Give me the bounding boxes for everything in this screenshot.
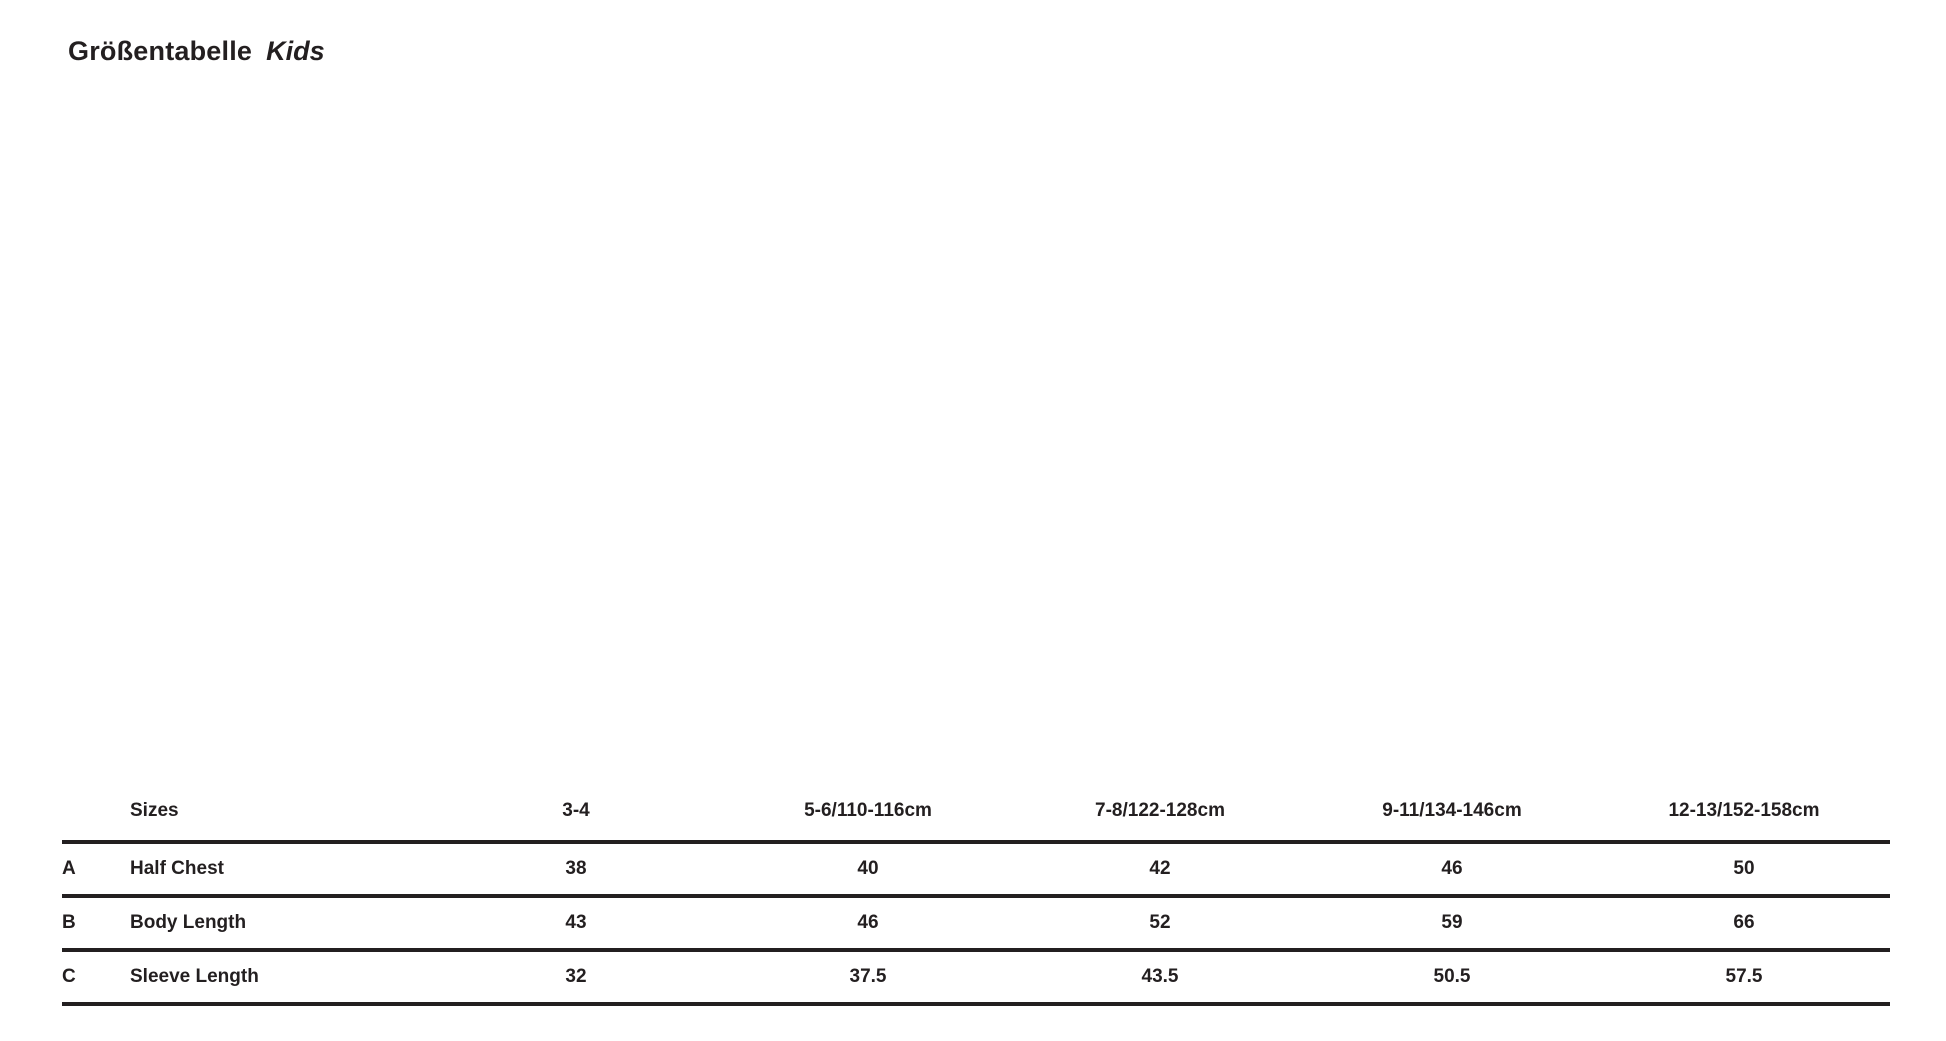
row-value: 50 <box>1733 858 1755 879</box>
column-header-letter <box>62 790 130 842</box>
row-value: 42 <box>1149 858 1171 879</box>
row-value: 43.5 <box>1141 966 1179 987</box>
table-row <box>62 950 1890 1004</box>
size-chart-table <box>62 790 1890 1006</box>
column-header-size-3: 7-8/122-128cm <box>1095 800 1225 821</box>
row-value: 57.5 <box>1725 966 1763 987</box>
row-value: 66 <box>1733 912 1755 933</box>
row-value: 43 <box>565 912 587 933</box>
column-header-size-5: 12-13/152-158cm <box>1668 800 1820 821</box>
row-value: 46 <box>1441 858 1463 879</box>
row-value: 50.5 <box>1433 966 1471 987</box>
page-title <box>68 36 325 67</box>
table-header <box>62 790 1890 842</box>
page-title-sub: Kids <box>266 36 325 66</box>
table-row <box>62 842 1890 896</box>
row-letter: C <box>62 966 76 987</box>
row-letter: A <box>62 858 76 879</box>
row-value: 46 <box>857 912 879 933</box>
column-header-size-2: 5-6/110-116cm <box>804 800 932 821</box>
row-value: 37.5 <box>849 966 887 987</box>
table-header-row <box>62 790 1890 842</box>
row-measure-label: Body Length <box>130 912 247 933</box>
row-letter: B <box>62 912 76 933</box>
table-row <box>62 896 1890 950</box>
column-header-sizes: Sizes <box>130 800 179 821</box>
table-body <box>62 842 1890 1004</box>
column-header-size-1: 3-4 <box>562 800 590 821</box>
row-measure-label: Sleeve Length <box>130 966 259 987</box>
row-measure-label: Half Chest <box>130 858 224 879</box>
page-title-main: Größentabelle <box>68 36 253 66</box>
row-value: 40 <box>857 858 879 879</box>
row-value: 59 <box>1441 912 1463 933</box>
column-header-size-4: 9-11/134-146cm <box>1382 800 1522 821</box>
row-value: 38 <box>565 858 587 879</box>
row-value: 32 <box>565 966 587 987</box>
row-value: 52 <box>1149 912 1171 933</box>
